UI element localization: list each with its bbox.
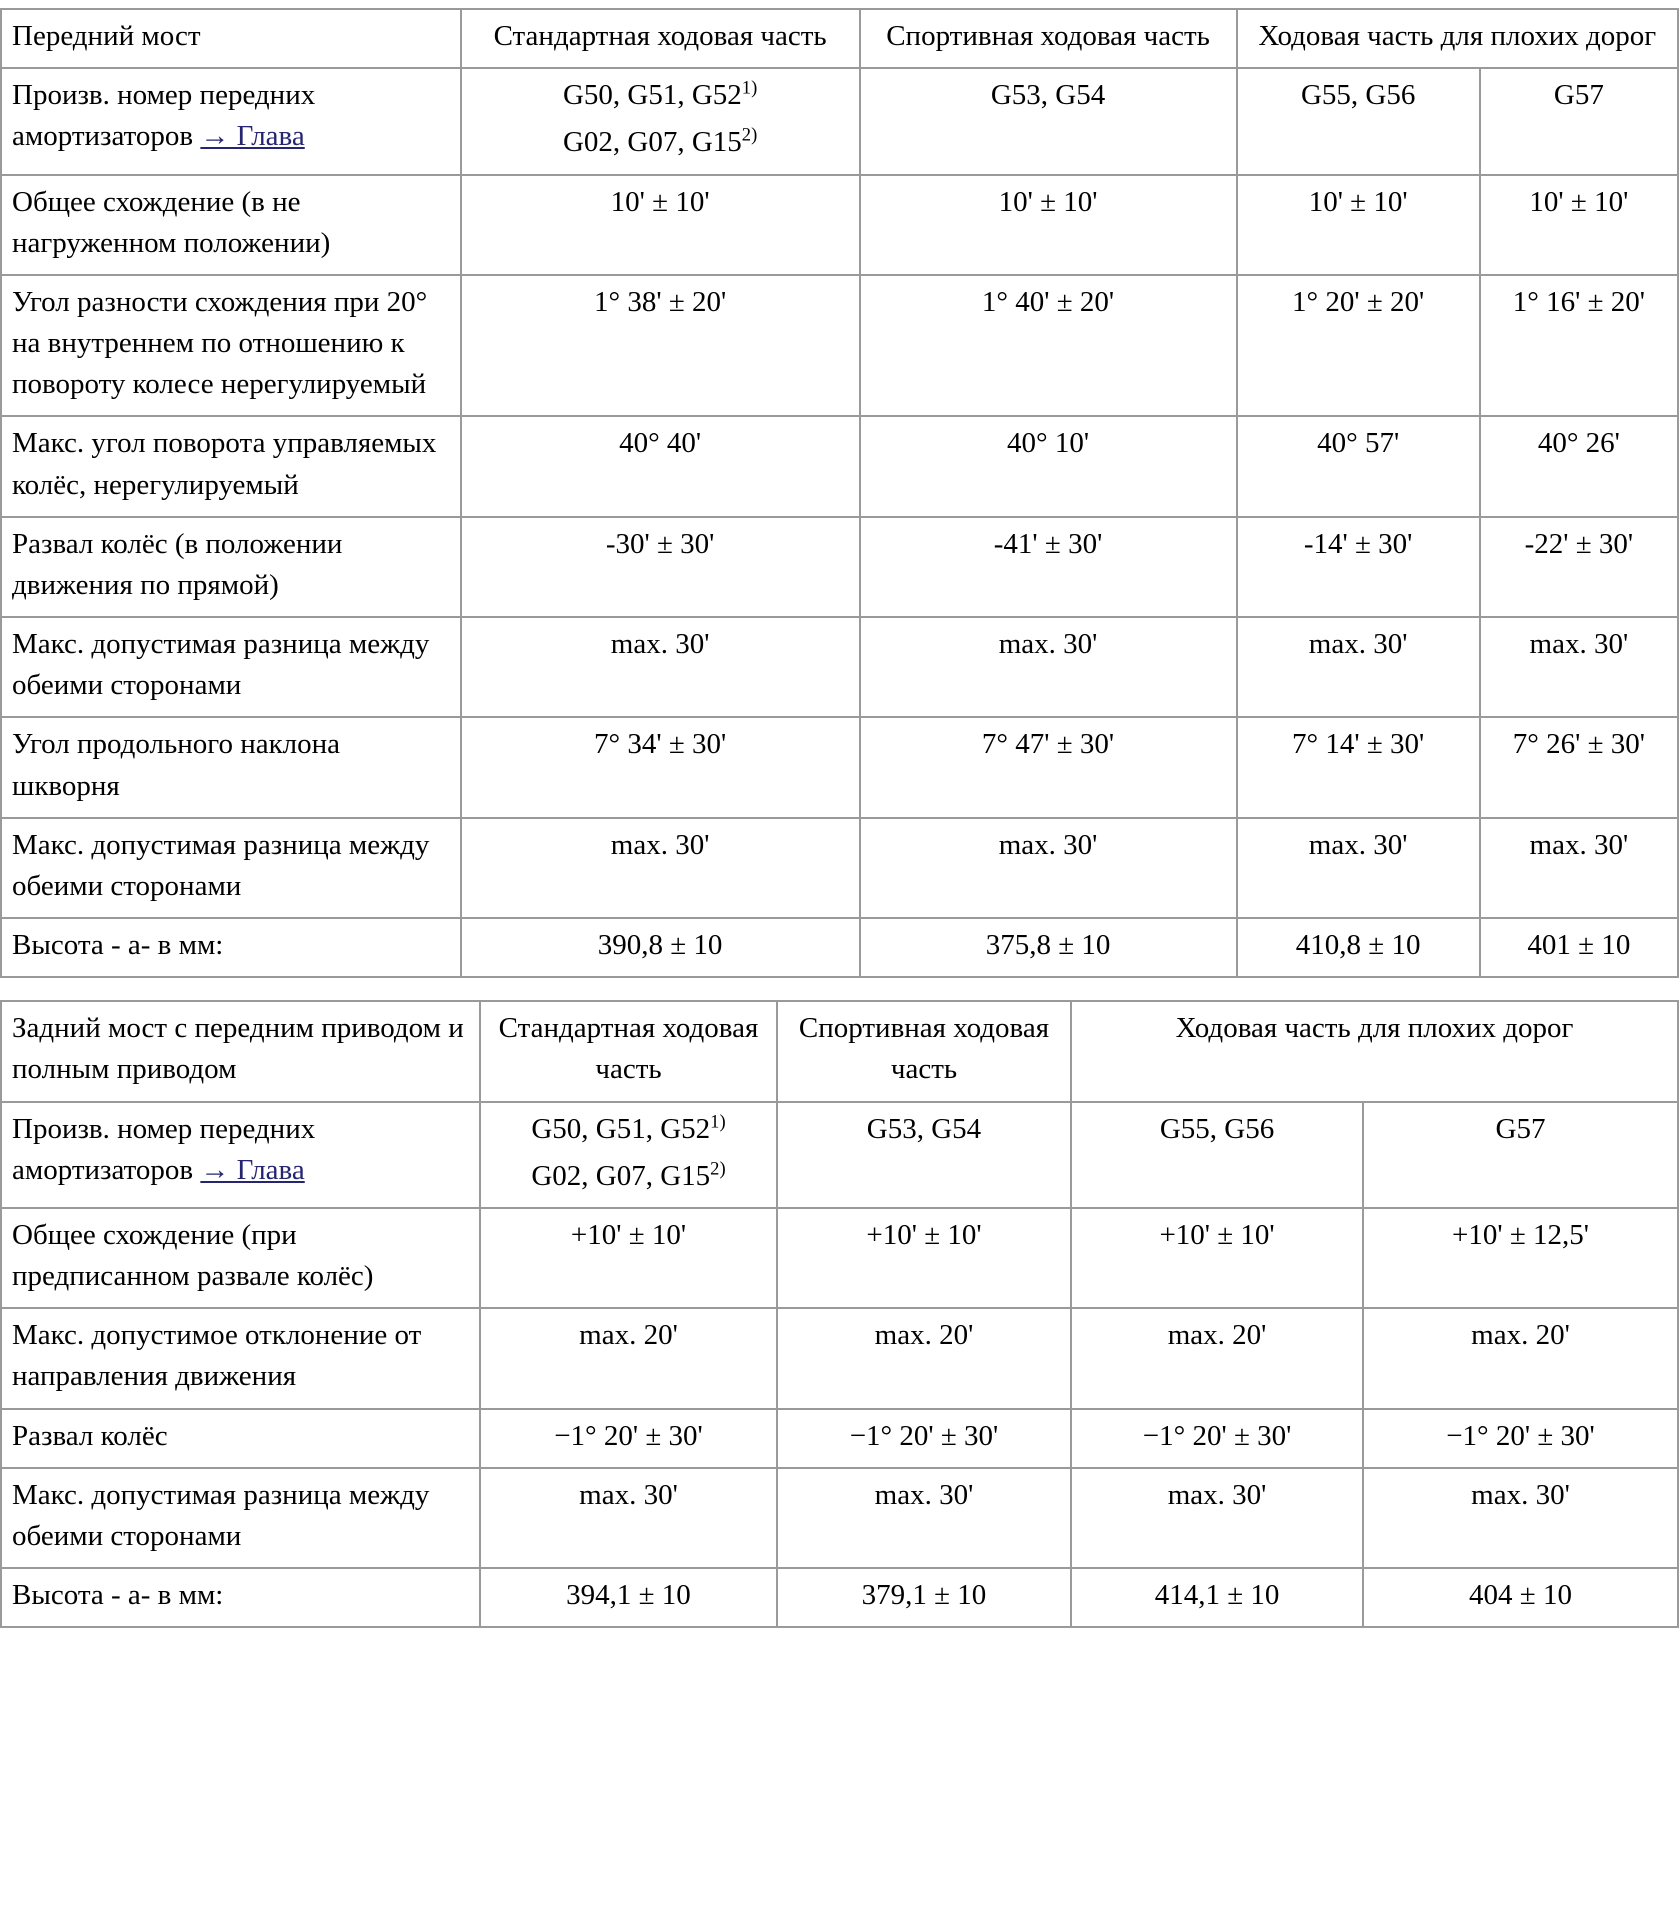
cell-rough-b: 10' ± 10' (1480, 175, 1678, 275)
row-label: Макс. допустимое отклонение от направления движения (1, 1308, 480, 1408)
front-axle-table-body (1, 9, 1678, 977)
cell-sport-height: 379,1 ± 10 (777, 1568, 1071, 1627)
row-label: Развал колёс (1, 1409, 480, 1468)
row-label-height: Высота - а- в мм: (1, 1568, 480, 1627)
cell-standard-height: 390,8 ± 10 (461, 918, 860, 977)
row-label: Развал колёс (в положении движения по прямой) (1, 517, 461, 617)
cell-rough-b: max. 30' (1480, 818, 1678, 918)
cell-standard: 10' ± 10' (461, 175, 860, 275)
row-label: Макс. угол поворота управляемых колёс, нерегулируемый (1, 416, 461, 516)
cell-sport: −1° 20' ± 30' (777, 1409, 1071, 1468)
table-row (1, 818, 1678, 918)
row-label: Угол разности схождения при 20° на внутреннем по отношению к повороту колесе нерегулируемый (1, 275, 461, 417)
cell-rough-a: 7° 14' ± 30' (1237, 717, 1480, 817)
cell-rough-a: max. 30' (1237, 617, 1480, 717)
cell-rough-b: -22' ± 30' (1480, 517, 1678, 617)
cell-rough-b: 7° 26' ± 30' (1480, 717, 1678, 817)
shock-line-1 (491, 1109, 766, 1150)
row-label: Общее схождение (при предписанном развале колёс) (1, 1208, 480, 1308)
shock-line-2 (472, 122, 849, 163)
row-label-shock-numbers (1, 1102, 480, 1208)
table-row-shock-numbers (1, 68, 1678, 174)
header-cell-standard: Стандартная ходовая часть (480, 1001, 777, 1101)
row-label: Макс. допустимая разница между обеими сторонами (1, 1468, 480, 1568)
shock-codes-1: G50, G51, G52 (562, 79, 742, 112)
chapter-link[interactable]: → Глава (200, 120, 305, 153)
shock-codes-2: G02, G07, G15 (562, 126, 742, 159)
row-label: Макс. допустимая разница между обеими сторонами (1, 818, 461, 918)
cell-sport-shock-numbers: G53, G54 (777, 1102, 1071, 1208)
cell-standard: 40° 40' (461, 416, 860, 516)
table-row-height (1, 918, 1678, 977)
cell-sport-height: 375,8 ± 10 (860, 918, 1237, 977)
cell-rough-b: +10' ± 12,5' (1363, 1208, 1678, 1308)
cell-sport: max. 30' (860, 818, 1237, 918)
cell-rough-b: 40° 26' (1480, 416, 1678, 516)
cell-sport: +10' ± 10' (777, 1208, 1071, 1308)
cell-rough-a-shock-numbers: G55, G56 (1237, 68, 1480, 174)
front-axle-spec-table (0, 8, 1679, 978)
cell-rough-b: 1° 16' ± 20' (1480, 275, 1678, 417)
header-cell-axle: Передний мост (1, 9, 461, 68)
footnote-marker-1: 1) (741, 77, 758, 99)
cell-sport: 7° 47' ± 30' (860, 717, 1237, 817)
cell-rough-a: +10' ± 10' (1071, 1208, 1363, 1308)
cell-rough-a-height: 414,1 ± 10 (1071, 1568, 1363, 1627)
cell-standard: +10' ± 10' (480, 1208, 777, 1308)
table-row-shock-numbers (1, 1102, 1678, 1208)
cell-rough-a: 40° 57' (1237, 416, 1480, 516)
row-label: Макс. допустимая разница между обеими сторонами (1, 617, 461, 717)
cell-rough-b-height: 404 ± 10 (1363, 1568, 1678, 1627)
row-label-shock-numbers (1, 68, 461, 174)
cell-rough-b: max. 30' (1363, 1468, 1678, 1568)
cell-sport: -41' ± 30' (860, 517, 1237, 617)
cell-rough-a: max. 30' (1237, 818, 1480, 918)
table-row (1, 175, 1678, 275)
row-label-text: Произв. номер передних амортизаторов (12, 1112, 316, 1186)
shock-codes-2: G02, G07, G15 (531, 1159, 711, 1192)
table-row (1, 1409, 1678, 1468)
cell-rough-b-shock-numbers: G57 (1480, 68, 1678, 174)
cell-rough-a: max. 30' (1071, 1468, 1363, 1568)
cell-standard: 7° 34' ± 30' (461, 717, 860, 817)
header-cell-rough-roads: Ходовая часть для плохих дорог (1071, 1001, 1678, 1101)
cell-rough-b: max. 30' (1480, 617, 1678, 717)
table-row-height (1, 1568, 1678, 1627)
cell-rough-b-height: 401 ± 10 (1480, 918, 1678, 977)
cell-rough-b-shock-numbers: G57 (1363, 1102, 1678, 1208)
cell-sport-shock-numbers: G53, G54 (860, 68, 1237, 174)
table-row (1, 617, 1678, 717)
cell-rough-a-height: 410,8 ± 10 (1237, 918, 1480, 977)
table-row (1, 1308, 1678, 1408)
table-row (1, 517, 1678, 617)
cell-standard: -30' ± 30' (461, 517, 860, 617)
cell-rough-a: -14' ± 30' (1237, 517, 1480, 617)
table-header-row (1, 1001, 1678, 1101)
cell-standard-shock-numbers (480, 1102, 777, 1208)
cell-sport: 40° 10' (860, 416, 1237, 516)
rear-axle-spec-table (0, 1000, 1679, 1628)
cell-rough-a: max. 20' (1071, 1308, 1363, 1408)
header-cell-axle: Задний мост с передним приводом и полным приводом (1, 1001, 480, 1101)
row-label: Общее схождение (в не нагруженном положении) (1, 175, 461, 275)
footnote-marker-1: 1) (710, 1110, 726, 1132)
cell-rough-a: 10' ± 10' (1237, 175, 1480, 275)
header-cell-sport: Спортивная ходовая часть (777, 1001, 1071, 1101)
cell-sport: 1° 40' ± 20' (860, 275, 1237, 417)
cell-rough-a-shock-numbers: G55, G56 (1071, 1102, 1363, 1208)
cell-standard-height: 394,1 ± 10 (480, 1568, 777, 1627)
header-cell-standard: Стандартная ходовая часть (461, 9, 860, 68)
footnote-marker-2: 2) (710, 1158, 726, 1180)
cell-rough-b: max. 20' (1363, 1308, 1678, 1408)
table-row (1, 275, 1678, 417)
page-top-margin (0, 0, 1679, 8)
cell-rough-a: −1° 20' ± 30' (1071, 1409, 1363, 1468)
cell-sport: max. 30' (777, 1468, 1071, 1568)
shock-codes-1: G50, G51, G52 (531, 1112, 711, 1145)
cell-standard: max. 30' (461, 617, 860, 717)
table-header-row (1, 9, 1678, 68)
chapter-link[interactable]: → Глава (200, 1153, 305, 1186)
cell-sport: max. 30' (860, 617, 1237, 717)
cell-standard: max. 20' (480, 1308, 777, 1408)
row-label-text: Произв. номер передних амортизаторов (12, 79, 316, 153)
rear-axle-table-body (1, 1001, 1678, 1627)
cell-sport: 10' ± 10' (860, 175, 1237, 275)
shock-line-1 (472, 75, 849, 116)
row-label-height: Высота - а- в мм: (1, 918, 461, 977)
table-separator (0, 978, 1679, 1000)
shock-line-2 (491, 1156, 766, 1197)
cell-standard: −1° 20' ± 30' (480, 1409, 777, 1468)
cell-standard: max. 30' (480, 1468, 777, 1568)
cell-rough-b: −1° 20' ± 30' (1363, 1409, 1678, 1468)
cell-rough-a: 1° 20' ± 20' (1237, 275, 1480, 417)
cell-sport: max. 20' (777, 1308, 1071, 1408)
table-row (1, 416, 1678, 516)
footnote-marker-2: 2) (741, 124, 758, 146)
header-cell-sport: Спортивная ходовая часть (860, 9, 1237, 68)
table-row (1, 717, 1678, 817)
cell-standard: 1° 38' ± 20' (461, 275, 860, 417)
cell-standard: max. 30' (461, 818, 860, 918)
table-row (1, 1468, 1678, 1568)
header-cell-rough-roads: Ходовая часть для плохих дорог (1237, 9, 1678, 68)
table-row (1, 1208, 1678, 1308)
row-label: Угол продольного наклона шкворня (1, 717, 461, 817)
cell-standard-shock-numbers (461, 68, 860, 174)
